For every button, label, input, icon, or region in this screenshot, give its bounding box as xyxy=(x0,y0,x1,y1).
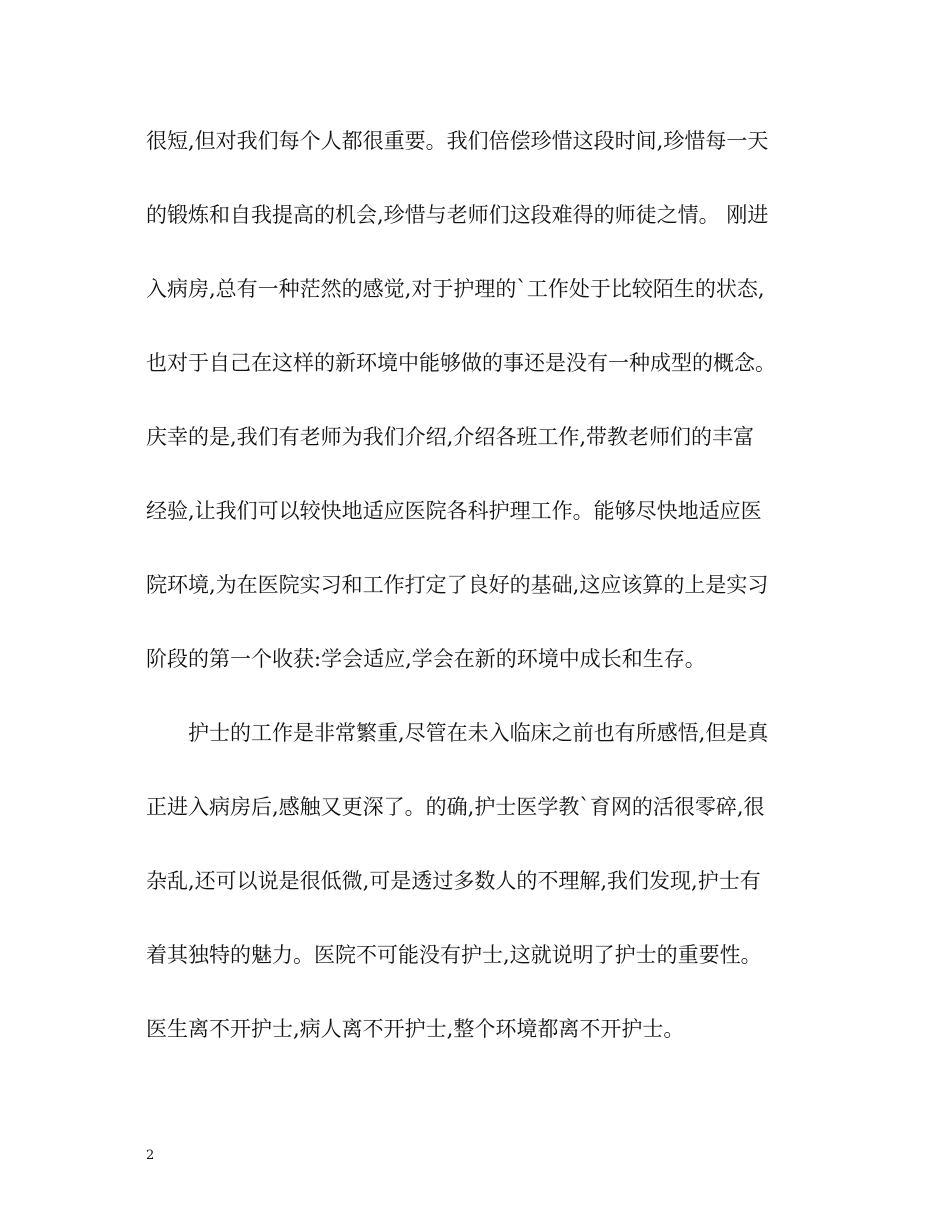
text-line-9-paragraph-start: 护士的工作是非常繁重,尽管在未入临床之前也有所感悟,但是真 xyxy=(188,721,769,745)
text-line-8: 阶段的第一个收获:学会适应,学会在新的环境中成长和生存。 xyxy=(146,647,706,671)
text-line-13: 医生离不开护士,病人离不开护士,整个环境都离不开护士。 xyxy=(146,1017,685,1041)
text-line-12: 着其独特的魅力。医院不可能没有护士,这就说明了护士的重要性。 xyxy=(146,943,762,967)
text-line-2: 的锻炼和自我提高的机会,珍惜与老师们这段难得的师徒之情。 刚进 xyxy=(146,203,769,227)
text-line-4: 也对于自己在这样的新环境中能够做的事还是没有一种成型的概念。 xyxy=(146,351,776,375)
text-line-11: 杂乱,还可以说是很低微,可是透过多数人的不理解,我们发现,护士有 xyxy=(146,869,761,893)
page-number: 2 xyxy=(146,1148,155,1163)
text-line-5: 庆幸的是,我们有老师为我们介绍,介绍各班工作,带教老师们的丰富 xyxy=(146,425,755,449)
text-line-1: 很短,但对我们每个人都很重要。我们倍偿珍惜这段时间,珍惜每一天 xyxy=(146,129,769,153)
text-line-10: 正进入病房后,感触又更深了。的确,护士医学教`育网的活很零碎,很 xyxy=(146,795,765,819)
text-line-7: 院环境,为在医院实习和工作打定了良好的基础,这应该算的上是实习 xyxy=(146,573,769,597)
text-line-3: 入病房,总有一种茫然的感觉,对于护理的`工作处于比较陌生的状态, xyxy=(146,277,765,301)
body-text xyxy=(146,120,806,1082)
text-line-6: 经验,让我们可以较快地适应医院各科护理工作。能够尽快地适应医 xyxy=(146,499,762,523)
